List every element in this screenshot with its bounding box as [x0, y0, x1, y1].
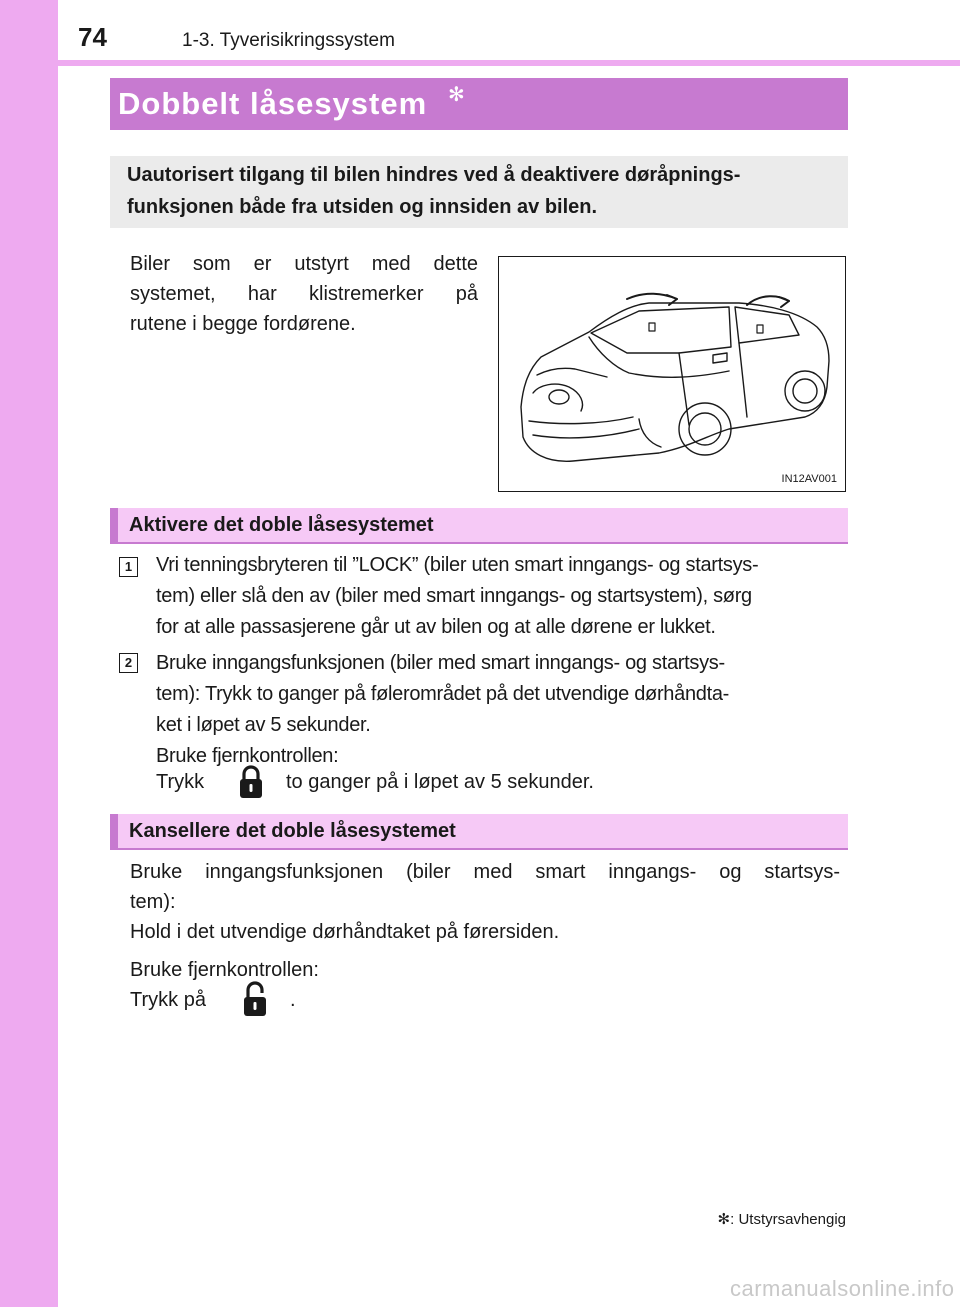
footnote-marker: ✻ [717, 1211, 731, 1228]
step-number-1: 1 [119, 557, 138, 577]
cancel-press-after: . [290, 989, 296, 1011]
step-2-line-4: Bruke fjernkontrollen: [156, 745, 339, 767]
step-2-line-3: ket i løpet av 5 sekunder. [156, 714, 371, 736]
page-title: Dobbelt låsesystem [118, 86, 428, 121]
cancel-line-3: Hold i det utvendige dørhåndtaket på førersiden. [130, 921, 560, 943]
watermark: carmanualsonline.info [730, 1276, 955, 1301]
footnote-text: : Utstyrsavhengig [730, 1211, 846, 1228]
chapter-sidebar [0, 0, 58, 1307]
header-rule [58, 60, 960, 66]
footnote [718, 1210, 846, 1228]
step-2-line-2: tem): Trykk to ganger på følerområdet på det utvendige dørhåndta- [156, 683, 730, 705]
step-1-text [156, 550, 840, 643]
step-2-press-after: to ganger på i løpet av 5 sekunder. [286, 771, 594, 793]
step-number-2: 2 [119, 653, 138, 673]
activate-heading: Aktivere det doble låsesystemet [129, 514, 434, 536]
section-label: 1-3. Tyverisikringssystem [182, 30, 395, 51]
step-2-press-before: Trykk [156, 771, 205, 793]
heading-accent [110, 508, 118, 542]
cancel-line-4: Bruke fjernkontrollen: [130, 959, 319, 981]
cancel-heading: Kansellere det doble låsesystemet [129, 820, 456, 842]
figure-code: IN12AV001 [781, 473, 837, 485]
car-stickers-illustration [499, 257, 844, 490]
step-1-line-3: for at alle passasjerene går ut av bilen og at alle dørene er lukket. [156, 616, 716, 638]
cancel-line-1: Bruke inngangsfunksjonen (biler med smart inngangs- og startsys- [130, 861, 840, 883]
cancel-line-2: tem): [130, 891, 176, 913]
page-number: 74 [78, 22, 107, 52]
activate-heading-bar [110, 508, 848, 544]
intro-line-1: Uautorisert tilgang til bilen hindres ved å deaktivere døråpnings- [127, 164, 741, 186]
step-1-line-1: Vri tenningsbryteren til ”LOCK” (biler uten smart inngangs- og startsys- [156, 554, 759, 576]
intro-line-2: funksjonen både fra utsiden og innsiden av bilen. [127, 196, 598, 218]
step-1-line-2: tem) eller slå den av (biler med smart inngangs- og startsystem), sørg [156, 585, 752, 607]
title-optional-marker: ✻ [448, 84, 465, 106]
lock-icon [238, 764, 264, 800]
paragraph-line-1: Biler som er utstyrt med dette [130, 253, 478, 275]
heading-accent [110, 814, 118, 848]
step-2-line-1: Bruke inngangsfunksjonen (biler med smart inngangs- og startsys- [156, 652, 725, 674]
unlock-icon [242, 980, 272, 1018]
paragraph-line-3: rutene i begge fordørene. [130, 313, 356, 335]
cancel-heading-bar [110, 814, 848, 850]
car-figure [498, 256, 846, 492]
paragraph-line-2: systemet, har klistremerker på [130, 283, 478, 305]
cancel-press-before: Trykk på [130, 989, 206, 1011]
step-2-text [156, 648, 840, 772]
